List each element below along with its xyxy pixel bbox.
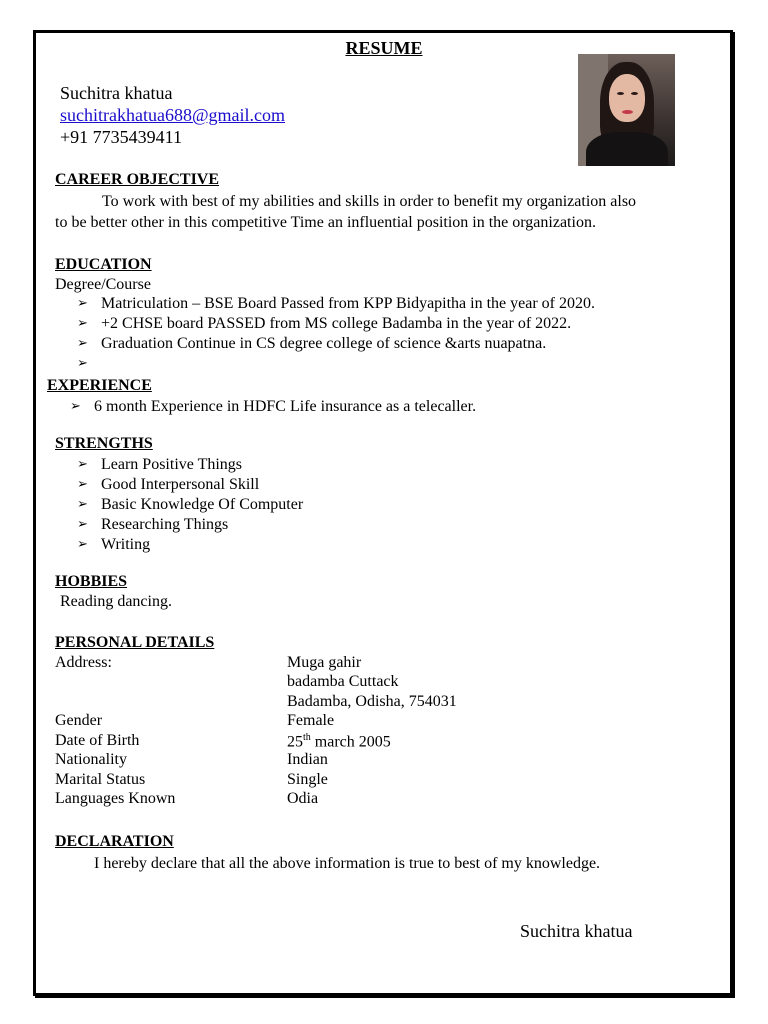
strengths-heading: STRENGTHS (55, 435, 153, 452)
languages-value: Odia (287, 790, 319, 807)
list-item: ➢ Learn Positive Things (77, 456, 243, 473)
nationality-value: Indian (287, 751, 328, 768)
contact-email-link[interactable] (60, 104, 285, 126)
gender-label: Gender (55, 712, 103, 729)
dob-label: Date of Birth (55, 732, 140, 749)
arrowhead-bullet-icon: ➢ (77, 336, 88, 351)
personal-details-heading: PERSONAL DETAILS (55, 634, 215, 651)
list-item: ➢ Basic Knowledge Of Computer (77, 496, 304, 513)
list-item (77, 354, 595, 374)
nationality-label: Nationality (55, 751, 127, 768)
profile-photo (578, 54, 675, 166)
contact-phone: +91 7735439411 (60, 127, 182, 147)
arrowhead-bullet-icon: ➢ (77, 517, 88, 532)
arrowhead-bullet-icon: ➢ (77, 537, 88, 552)
declaration-text: I hereby declare that all the above information is true to best of my knowledge. (94, 855, 601, 872)
arrowhead-bullet-icon: ➢ (70, 399, 81, 414)
arrowhead-bullet-icon: ➢ (77, 296, 88, 311)
career-objective-line-2: to be better other in this competitive Time an influential position in the organization. (55, 214, 596, 231)
education-heading: EDUCATION (55, 256, 152, 273)
address-line-1: Muga gahir (287, 654, 362, 671)
list-item: ➢ +2 CHSE board PASSED from MS college Badamba in the year of 2022. (77, 315, 572, 332)
arrowhead-bullet-icon: ➢ (77, 316, 88, 331)
gender-value: Female (287, 712, 335, 729)
hobbies-text: Reading dancing. (60, 593, 172, 610)
hobbies-heading: HOBBIES (55, 573, 128, 590)
languages-label: Languages Known (55, 790, 176, 807)
list-item: ➢ 6 month Experience in HDFC Life insurance as a telecaller. (70, 398, 477, 415)
signature-name: Suchitra khatua (520, 921, 633, 941)
resume-title: RESUME (345, 38, 423, 58)
career-objective-heading: CAREER OBJECTIVE (55, 171, 220, 188)
list-item: ➢ Researching Things (77, 516, 229, 533)
education-subheading: Degree/Course (55, 276, 151, 293)
marital-status-label: Marital Status (55, 771, 146, 788)
experience-list (70, 397, 476, 417)
marital-status-value: Single (287, 771, 328, 788)
contact-name: Suchitra khatua (60, 83, 173, 103)
list-item: ➢ Good Interpersonal Skill (77, 476, 260, 493)
arrowhead-bullet-icon: ➢ (77, 356, 88, 371)
address-line-3: Badamba, Odisha, 754031 (287, 693, 457, 710)
list-item: ➢ Writing (77, 536, 151, 553)
dob-value: 25th march 2005 (287, 732, 391, 751)
arrowhead-bullet-icon: ➢ (77, 497, 88, 512)
experience-heading: EXPERIENCE (47, 377, 152, 394)
declaration-heading: DECLARATION (55, 833, 174, 850)
list-item: ➢ Matriculation – BSE Board Passed from KPP Bidyapitha in the year of 2020. (77, 295, 596, 312)
arrowhead-bullet-icon: ➢ (77, 477, 88, 492)
address-line-2: badamba Cuttack (287, 673, 399, 690)
arrowhead-bullet-icon: ➢ (77, 457, 88, 472)
list-item: ➢ Graduation Continue in CS degree college of science &arts nuapatna. (77, 335, 547, 352)
career-objective-line-1: To work with best of my abilities and skills in order to benefit my organization also (102, 193, 637, 210)
strengths-list (77, 455, 303, 555)
contact-email[interactable]: suchitrakhatua688@gmail.com (60, 105, 286, 125)
address-label: Address: (55, 654, 112, 671)
education-list (77, 294, 595, 374)
